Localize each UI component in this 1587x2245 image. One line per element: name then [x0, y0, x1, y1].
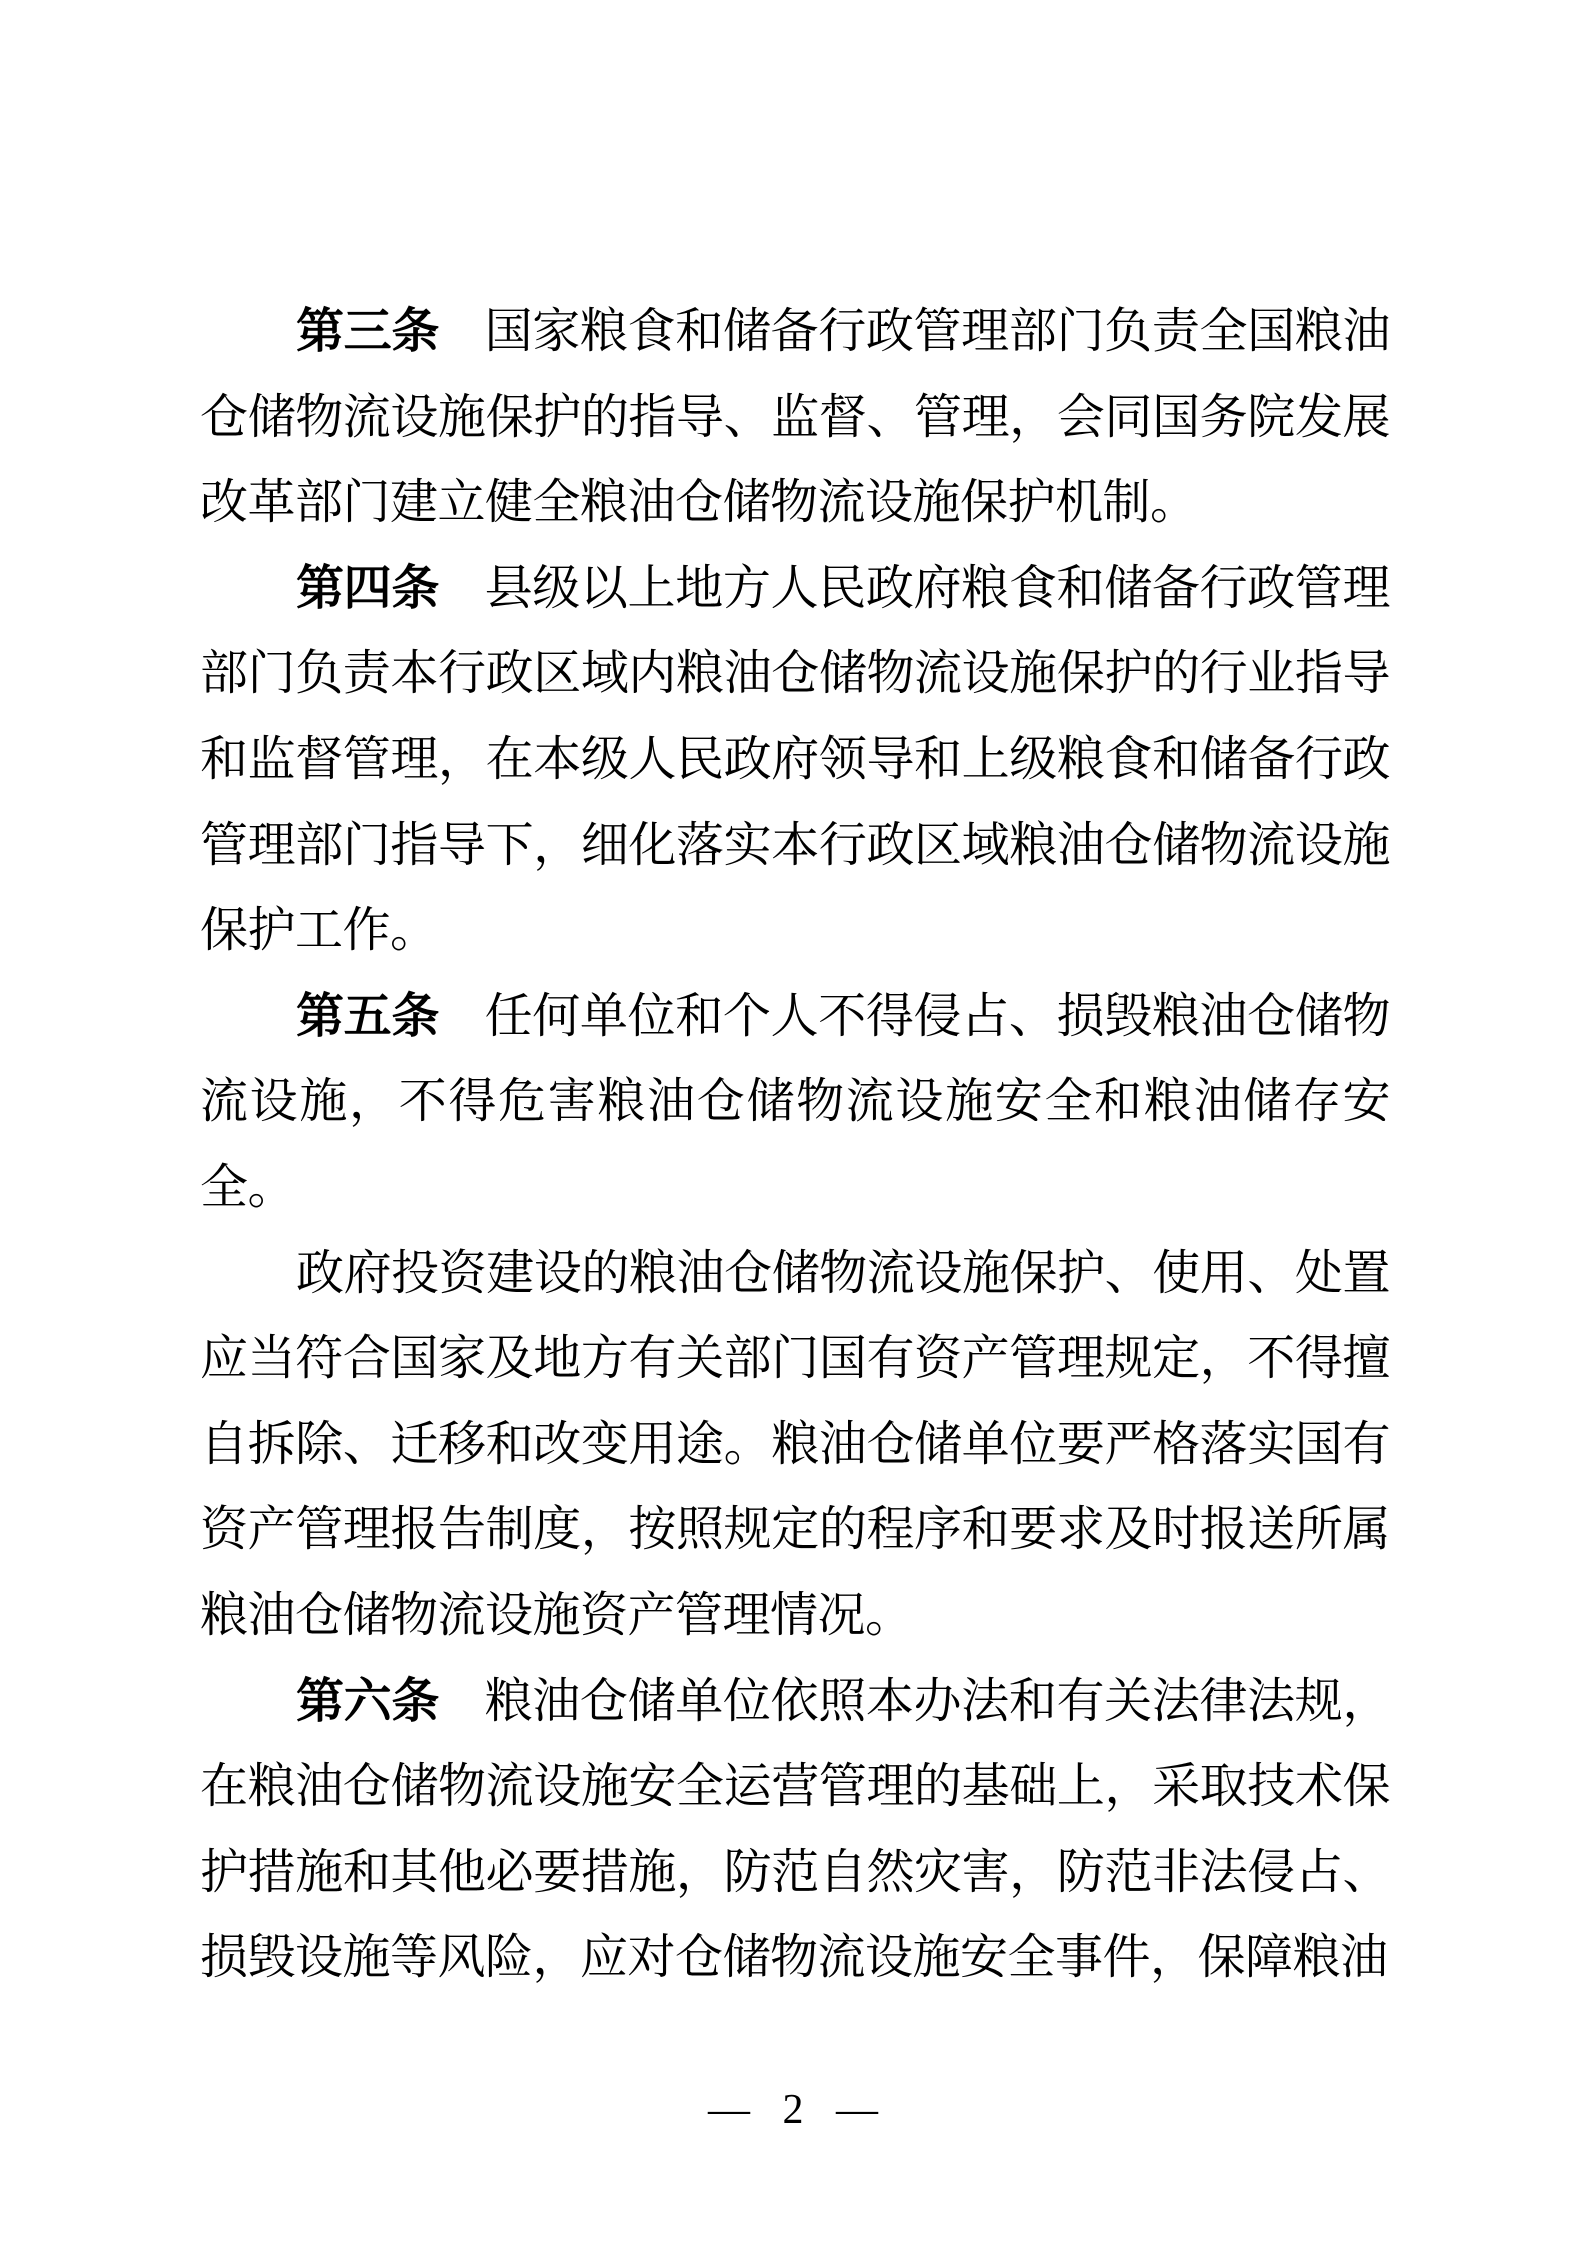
- article-3-paragraph: [200, 289, 1390, 546]
- article-5-text: 任何单位和个人不得侵占、损毁粮油仓储物流设施，不得危害粮油仓储物流设施安全和粮油储存安全。: [200, 989, 1390, 1214]
- page-number: — 2 —: [708, 2087, 879, 2133]
- article-5-number: 第五条: [296, 989, 439, 1043]
- document-body: [200, 289, 1390, 2001]
- article-3-number: 第三条: [296, 305, 439, 358]
- article-4-paragraph: [200, 546, 1390, 974]
- article-4-number: 第四条: [296, 561, 439, 615]
- article-5-paragraph: [200, 974, 1390, 1231]
- article-6-paragraph: [200, 1659, 1390, 2001]
- article-4-text: 县级以上地方人民政府粮食和储备行政管理部门负责本行政区域内粮油仓储物流设施保护的行业指导和监督管理，在本级人民政府领导和上级粮食和储备行政管理部门指导下，细化落实本行政区域粮油仓储物流设施保护工作。: [200, 561, 1390, 958]
- article-6-text: 粮油仓储单位依照本办法和有关法律法规，在粮油仓储物流设施安全运营管理的基础上，采取技术保护措施和其他必要措施，防范自然灾害，防范非法侵占、损毁设施等风险，应对仓储物流设施安全事件，保障粮油: [200, 1674, 1390, 1985]
- page-footer: [0, 2086, 1587, 2134]
- article-3-text: 国家粮食和储备行政管理部门负责全国粮油仓储物流设施保护的指导、监督、管理，会同国务院发展改革部门建立健全粮油仓储物流设施保护机制。: [200, 305, 1390, 530]
- article-5-subparagraph: [200, 1231, 1390, 1659]
- article-5-subparagraph-text: 政府投资建设的粮油仓储物流设施保护、使用、处置应当符合国家及地方有关部门国有资产管理规定，不得擅自拆除、迁移和改变用途。粮油仓储单位要严格落实国有资产管理报告制度，按照规定的程序和要求及时报送所属粮油仓储物流设施资产管理情况。: [200, 1246, 1390, 1642]
- article-6-number: 第六条: [296, 1674, 439, 1728]
